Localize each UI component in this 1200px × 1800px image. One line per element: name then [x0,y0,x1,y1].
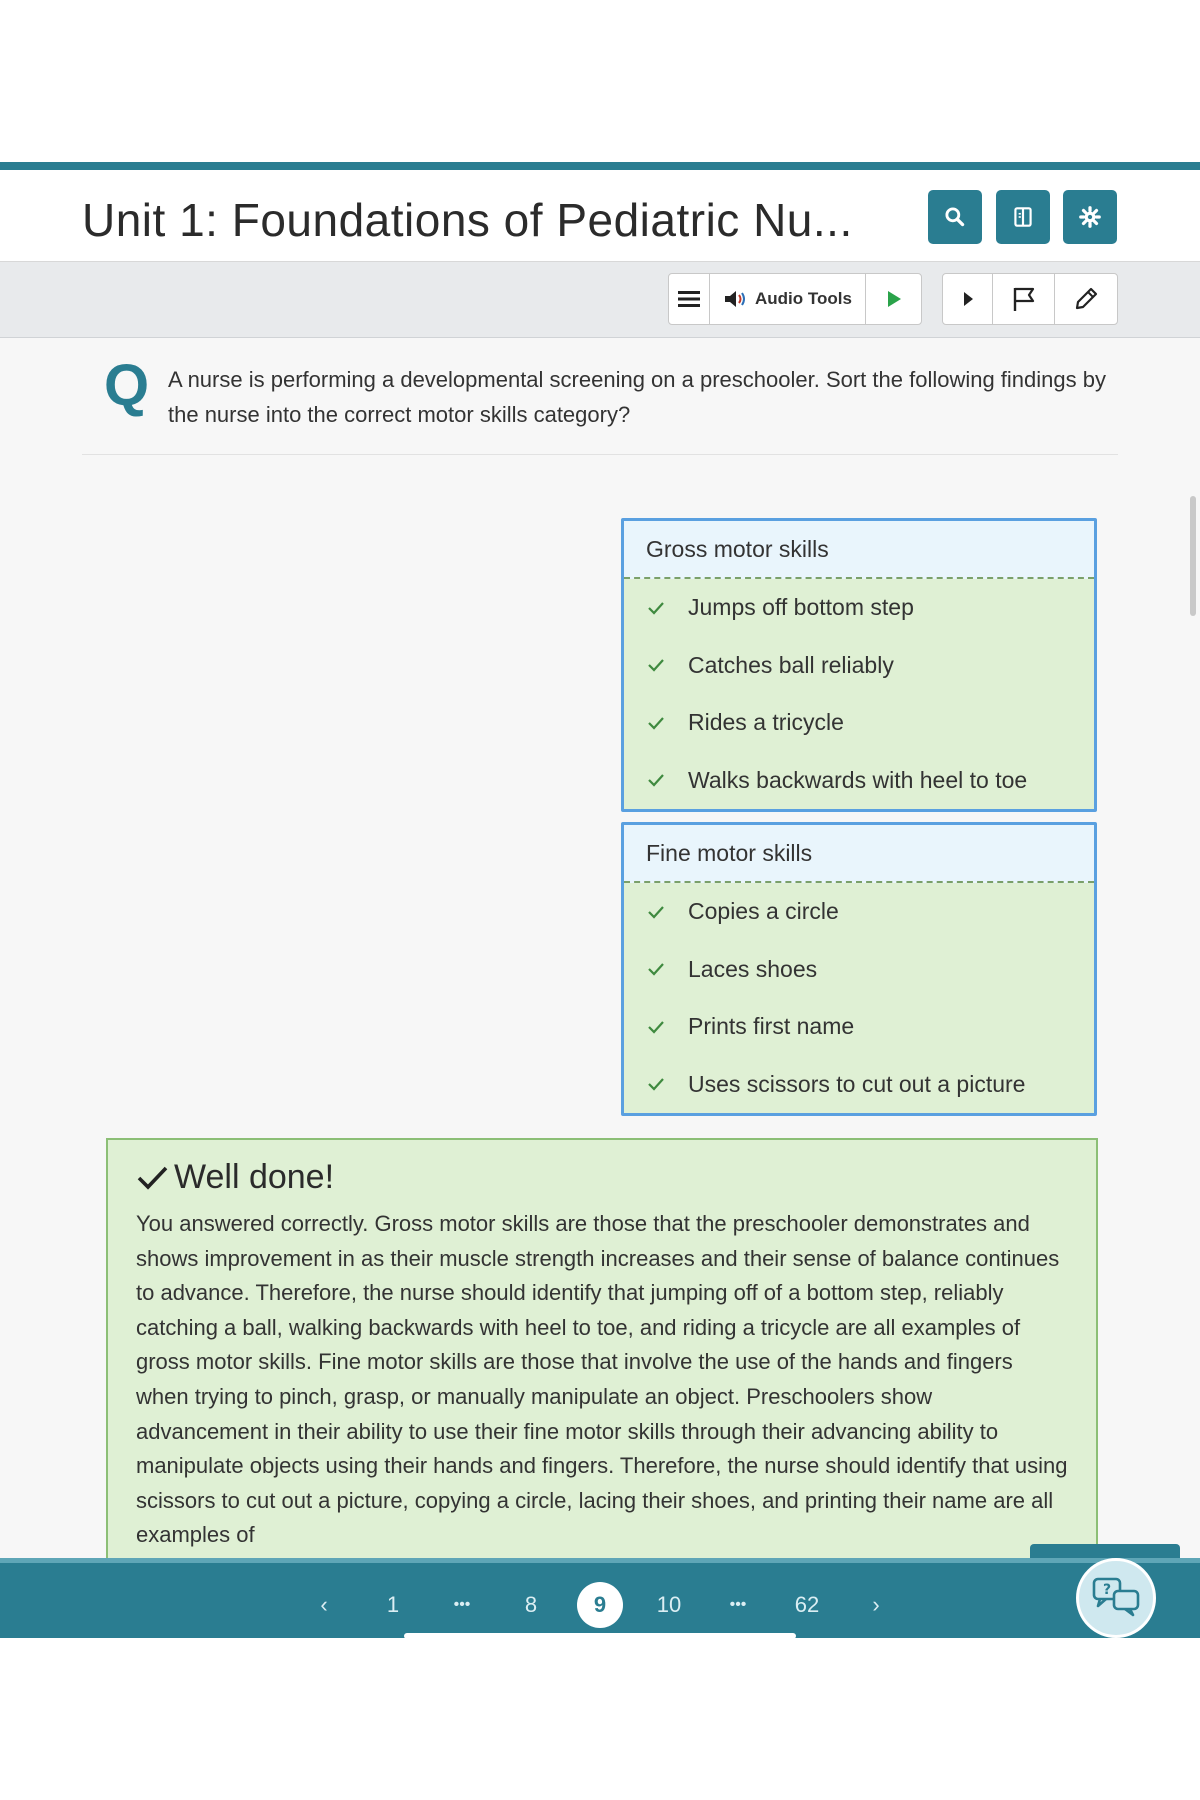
check-icon [646,770,666,790]
next-page-button[interactable]: › [872,1592,880,1617]
item-label: Rides a tricycle [688,709,844,736]
item-label: Catches ball reliably [688,651,894,678]
flag-icon [1010,285,1038,313]
audio-tools-button[interactable] [710,274,866,324]
bucket-item[interactable] [624,752,1094,810]
bucket-gross-motor[interactable] [621,518,1097,812]
page-link-current[interactable]: 9 [577,1582,623,1628]
page-ellipsis[interactable]: ••• [729,1596,747,1613]
pagination-bar [0,1558,1200,1638]
speaker-icon [723,288,749,310]
page-link[interactable]: 1 [386,1592,400,1617]
question [82,353,1118,455]
item-label: Uses scissors to cut out a picture [688,1070,1026,1097]
bucket-fine-motor[interactable] [621,822,1097,1116]
bucket-item[interactable] [624,694,1094,752]
item-label: Walks backwards with heel to toe [688,766,1028,793]
bucket-item[interactable] [624,637,1094,695]
settings-button[interactable] [1063,190,1117,244]
svg-text:?: ? [1102,1582,1112,1598]
item-label: Laces shoes [688,955,818,982]
item-label: Prints first name [688,1013,855,1040]
check-icon [646,655,666,675]
feedback-panel [106,1138,1098,1558]
check-icon [646,713,666,733]
header [0,170,1200,262]
feedback-title: Well done! [174,1158,335,1196]
page-title: Unit 1: Foundations of Pediatric Nu... [82,194,853,246]
prev-page-button[interactable]: ‹ [320,1592,328,1617]
chat-icon [1090,1575,1142,1621]
play-icon [885,289,903,309]
check-icon [646,902,666,922]
reader-icon [1010,204,1036,230]
pen-icon [1072,285,1100,313]
bucket-item[interactable] [624,1056,1094,1114]
gear-icon [1077,204,1103,230]
search-icon [942,204,968,230]
hamburger-icon [677,289,701,309]
audio-tools-label: Audio Tools [755,289,852,308]
question-text: A nurse is performing a developmental screening on a preschooler. Sort the following findings by the nurse into the correct motor skills category? [168,367,1106,427]
help-chat-button[interactable] [1076,1558,1156,1638]
check-icon [646,598,666,618]
check-icon [646,959,666,979]
page-link[interactable]: 62 [794,1592,820,1617]
bucket-item[interactable] [624,883,1094,941]
item-label: Jumps off bottom step [688,594,914,621]
flag-button[interactable] [993,274,1055,324]
page-link[interactable]: 10 [656,1592,682,1617]
reader-button[interactable] [996,190,1050,244]
bucket-item[interactable] [624,941,1094,999]
search-button[interactable] [928,190,982,244]
feedback-text: You answered correctly. Gross motor skills are those that the preschooler demonstrates and shows improvement in as their muscle strength increases and their sense of balance continues to advance. Therefore, the nurse should identify that jumping off of a bottom step, reliably catching a ball, walking backwards with heel to toe, and riding a tricycle are all examples of gross motor skills. Fine motor skills are those that involve the use of the hands and fingers when trying to pinch, grasp, or manually manipulate an object. Preschoolers show advancement in their ability to use their fine motor skills through their advancing ability to manipulate objects using their hands and fingers. Therefore, the nurse should identify that using scissors to cut out a picture, copying a circle, lacing their shoes, and printing their name are all examples of [136,1211,1068,1548]
question-marker: Q [104,353,150,418]
menu-button[interactable] [669,274,710,324]
item-label: Copies a circle [688,898,839,925]
next-step-button[interactable] [943,274,993,324]
play-audio-button[interactable] [866,274,921,324]
highlighter-button[interactable] [1055,274,1117,324]
feedback-heading [136,1158,1068,1197]
bucket-title: Gross motor skills [624,521,1094,579]
pagination-scroll-track[interactable] [404,1633,796,1638]
caret-right-icon [961,290,975,308]
checkmark-icon [136,1163,170,1193]
bucket-item[interactable] [624,998,1094,1056]
check-icon [646,1017,666,1037]
toolbar [0,262,1200,338]
page-link[interactable]: 8 [524,1592,538,1617]
page-ellipsis[interactable]: ••• [453,1596,471,1613]
bucket-item[interactable] [624,579,1094,637]
scrollbar-thumb[interactable] [1190,496,1196,616]
app-frame [0,162,1200,1638]
question-tools-group [942,273,1118,325]
bucket-title: Fine motor skills [624,825,1094,883]
audio-tools-group [668,273,922,325]
check-icon [646,1074,666,1094]
